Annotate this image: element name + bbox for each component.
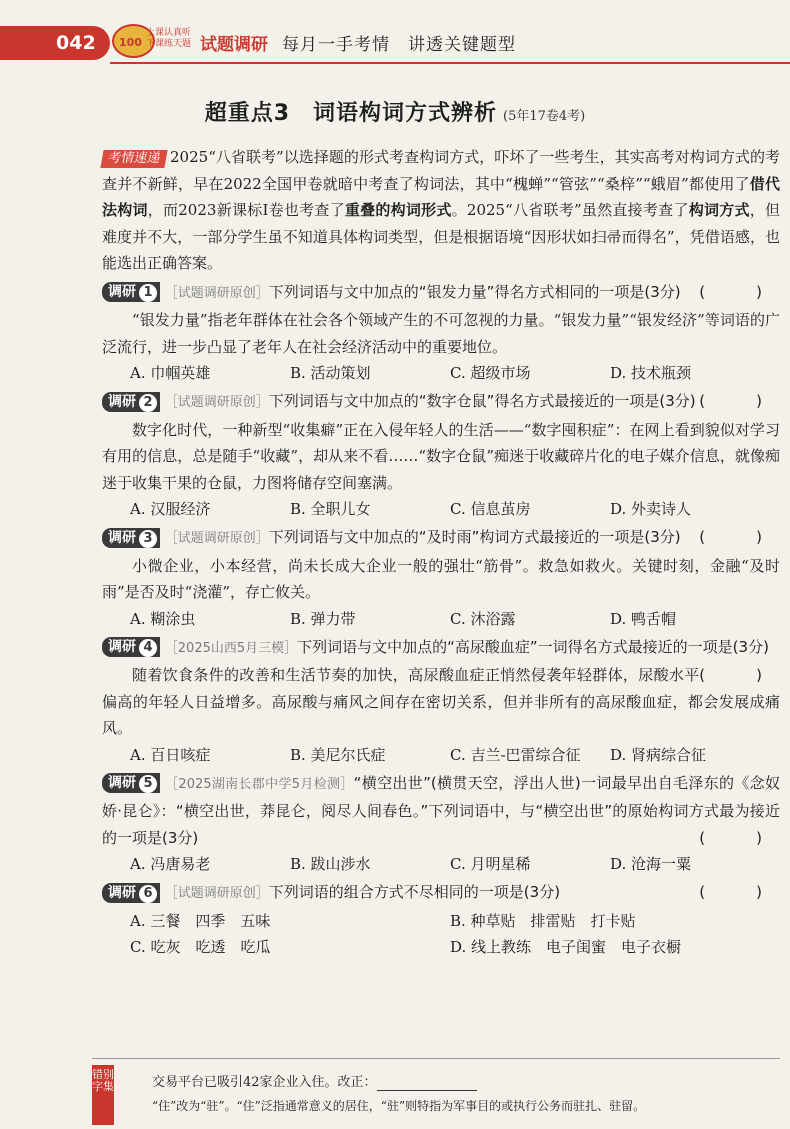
question-4 [102, 634, 780, 768]
question-badge: 调研 4 [102, 637, 160, 657]
question-stem: 下列词语的组合方式不尽相同的一项是(3分) [268, 883, 561, 901]
brand-logo [112, 22, 192, 64]
answer-paren: ( ) [699, 883, 780, 901]
option-d[interactable]: D. 技术瓶颈 [610, 364, 692, 382]
option-c[interactable]: C. 超级市场 [450, 364, 531, 382]
question-source: ［试题调研原创］ [164, 285, 269, 301]
option-b[interactable]: B. 活动策划 [290, 364, 371, 382]
option-c[interactable]: C. 沐浴露 [450, 609, 516, 628]
question-passage: “银发力量”指老年群体在社会各个领域产生的不可忽视的力量。“银发力量”“银发经济”等词语的广泛流行，进一步凸显了老年人在社会经济活动中的重要地位。 [102, 311, 780, 356]
question-stem: 下列词语与文中加点的“数字仓鼠”得名方式最接近的一项是(3分) [268, 392, 696, 410]
option-a[interactable]: A. 糊涂虫 [130, 609, 196, 628]
footer-note [92, 1058, 780, 1119]
option-a[interactable]: A. 三餐 四季 五味 [130, 911, 271, 930]
option-a[interactable]: A. 冯唐易老 [130, 855, 211, 873]
section-tag: 试题调研 [200, 35, 268, 55]
option-a[interactable]: A. 巾帼英雄 [130, 364, 211, 382]
option-c[interactable]: C. 吉兰-巴雷综合征 [450, 745, 581, 764]
question-3 [102, 524, 780, 632]
question-badge: 调研 3 [102, 528, 160, 548]
question-stem: 下列词语与文中加点的“高尿酸血症”一词得名方式最接近的一项是(3分) [297, 637, 769, 656]
logo-subtitle: 上课认真听 下课练天题 [146, 28, 192, 49]
option-b[interactable]: B. 种草贴 排雷贴 打卡贴 [450, 911, 636, 930]
footer-side-label: 错别字集 [92, 1065, 114, 1125]
option-b[interactable]: B. 全职儿女 [290, 500, 371, 518]
question-source: ［试题调研原创］ [164, 531, 269, 546]
answer-paren: ( ) [699, 828, 780, 847]
option-c[interactable]: C. 信息茧房 [450, 500, 531, 518]
option-b[interactable]: B. 美尼尔氏症 [290, 745, 386, 764]
option-b[interactable]: B. 跋山涉水 [290, 855, 371, 873]
question-source: ［试题调研原创］ [164, 886, 269, 901]
option-c[interactable]: C. 月明星稀 [450, 855, 531, 873]
title-main: 超重点3 词语构词方式辨析 [204, 101, 498, 126]
option-a[interactable]: A. 百日咳症 [130, 745, 211, 764]
question-stem: “横空出世”(横贯天空，浮出人世)一词最早出自毛泽东的《念奴娇·昆仑》：“横空出世，莽昆仑，阅尽人间春色。”下列词语中，与“横空出世”的原始构词方式最为接近的一项是(3分) [102, 773, 780, 847]
option-b[interactable]: B. 弹力带 [290, 609, 356, 628]
question-options [102, 851, 780, 877]
question-options [102, 606, 780, 632]
question-source: ［试题调研原创］ [164, 395, 269, 410]
answer-paren: ( ) [699, 392, 780, 410]
option-d[interactable]: D. 鸭舌帽 [610, 609, 677, 628]
question-badge: 调研 5 [102, 773, 160, 793]
question-options [102, 908, 780, 934]
option-d[interactable]: D. 肾病综合征 [610, 745, 707, 764]
footer-line-2: “住”改为“驻”。“住”泛指通常意义的居住，“驻”则特指为军事目的或执行公务而驻扎、驻留。 [152, 1099, 646, 1113]
question-options [102, 496, 780, 522]
intro-label: 考情速递 [100, 150, 167, 168]
question-stem: 下列词语与文中加点的“银发力量”得名方式相同的一项是(3分) [268, 282, 681, 301]
question-stem: 下列词语与文中加点的“及时雨”构词方式最接近的一项是(3分) [268, 528, 681, 546]
page-header [0, 22, 790, 66]
question-5 [102, 770, 780, 878]
question-source: ［2025湖南长郡中学5月检测］ [165, 776, 354, 792]
title-note: (5年17卷4考) [503, 109, 586, 124]
question-badge: 调研 1 [102, 282, 160, 302]
answer-paren: ( ) [699, 282, 780, 301]
question-options [102, 742, 780, 768]
question-6 [102, 879, 780, 960]
question-passage: 数字化时代，一种新型“收集癖”正在入侵年轻人的生活——“数字囤积症”：在网上看到貌似对学习有用的信息，总是随手“收藏”，却从来不看……“数字仓鼠”痴迷于收藏碎片化的电子媒介信息，就像痴迷于收集干果的仓鼠，力图将储存空间塞满。 [102, 420, 780, 492]
logo-badge-icon: 100 [112, 24, 155, 58]
question-2 [102, 388, 780, 522]
main-content [102, 144, 780, 960]
question-options [102, 360, 780, 386]
option-d[interactable]: D. 外卖诗人 [610, 500, 692, 518]
question-1 [102, 279, 780, 387]
answer-blank[interactable] [377, 1075, 477, 1091]
footer-line-1: 交易平台已吸引42家企业入住。改正： [152, 1071, 477, 1091]
option-d[interactable]: D. 线上教练 电子闺蜜 电子衣橱 [450, 937, 682, 956]
answer-paren: ( ) [699, 666, 780, 684]
question-source: ［2025山西5月三模］ [164, 640, 298, 656]
option-d[interactable]: D. 沧海一粟 [610, 855, 692, 873]
question-badge: 调研 6 [102, 883, 160, 903]
answer-paren: ( ) [699, 528, 780, 546]
option-c[interactable]: C. 吃灰 吃透 吃瓜 [130, 937, 271, 956]
option-a[interactable]: A. 汉服经济 [130, 500, 211, 518]
question-passage: 随着饮食条件的改善和生活节奏的加快，高尿酸血症正悄然侵袭年轻群体，尿酸水平偏高的年轻人日益增多。高尿酸与痛风之间存在密切关系，但并非所有的高尿酸血症，都会发展成痛风。 [102, 666, 780, 737]
page-number: 042 [56, 32, 96, 54]
question-options [102, 934, 780, 960]
page-title [0, 96, 790, 127]
question-passage: 小微企业，小本经营，尚未长成大企业一般的强壮“筋骨”。救急如救火。关键时刻，金融“及时雨”是否及时“浇灌”，存亡攸关。 [102, 556, 780, 601]
header-slogan: 每月一手考情 讲透关键题型 [282, 35, 516, 55]
header-rule [110, 62, 790, 64]
question-badge: 调研 2 [102, 392, 160, 412]
intro-paragraph: 考情速递 2025“八省联考”以选择题的形式考查构词方式，吓坏了一些考生，其实高考对构词方式的考查并不新鲜，早在2022全国甲卷就暗中考查了构词法，其中“槐蝉”“管弦”“桑梓”“蛾眉”都使用了借代法构词，而2023新课标Ⅰ卷也考查了重叠的构词形式。2025“八省联考”虽然直接考查了构词方式，但难度并不大，一部分学生虽不知道具体构词类型，但是根据语境“因形状如扫帚而得名”，凭借语感，也能选出正确答案。 [102, 148, 780, 272]
